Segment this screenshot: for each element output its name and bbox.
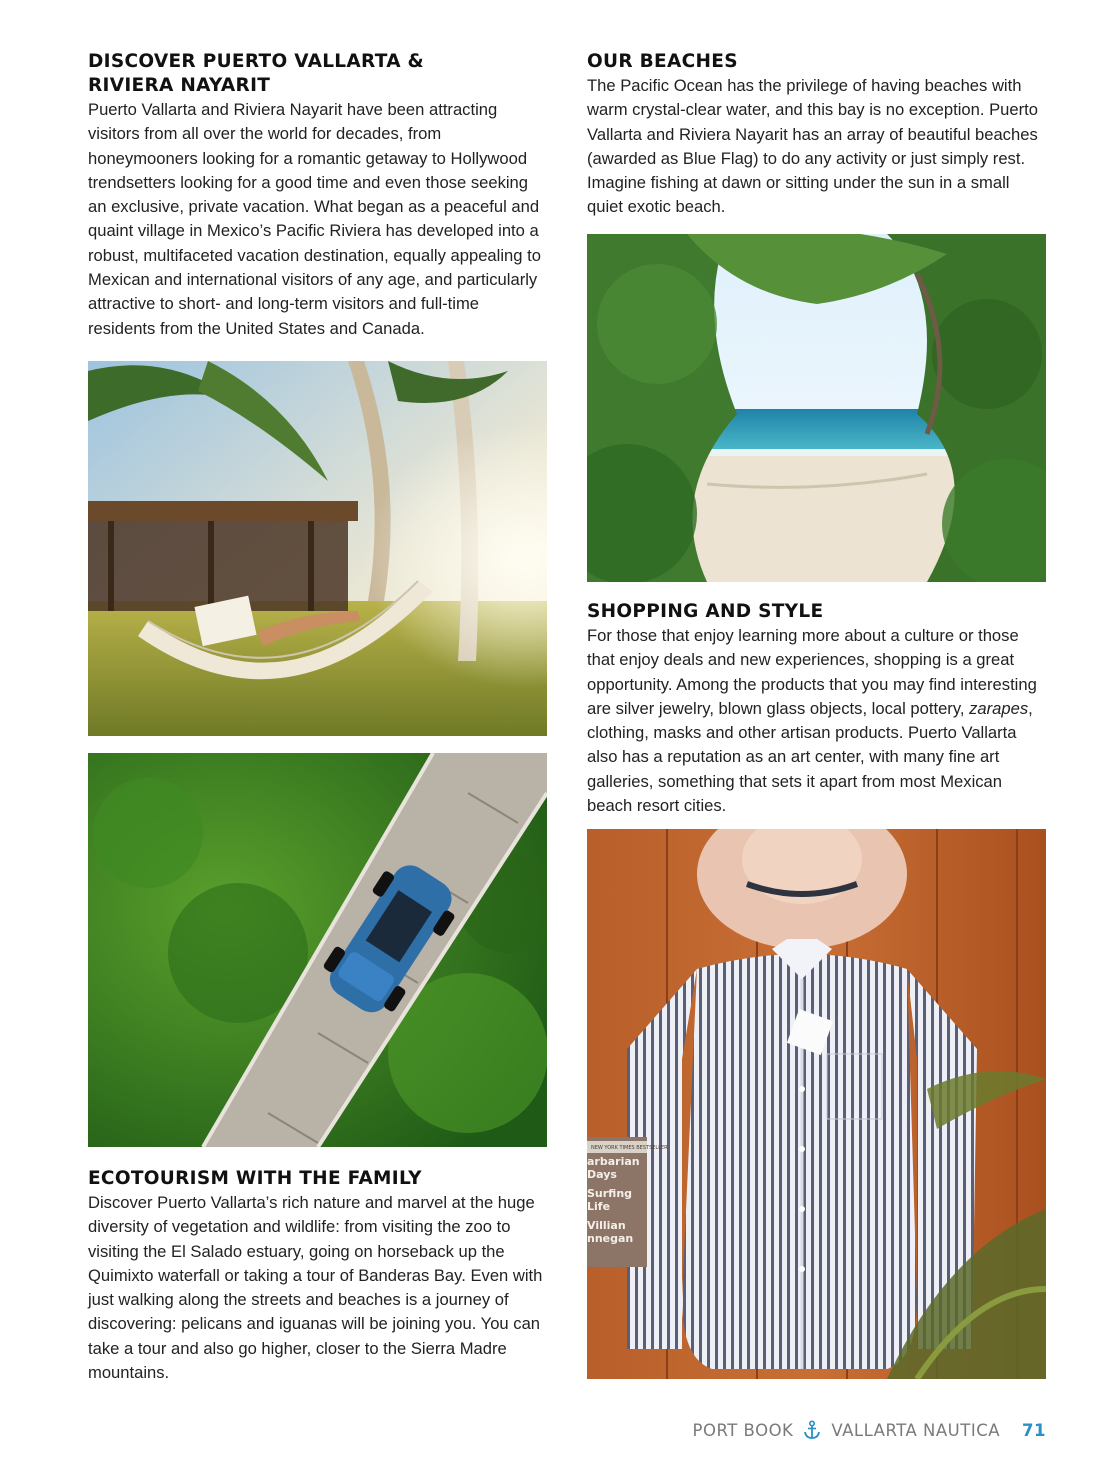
- book-line: Surfing: [587, 1187, 633, 1200]
- shopping-section: [587, 600, 1047, 818]
- ecotourism-heading: ECOTOURISM WITH THE FAMILY: [88, 1168, 422, 1189]
- page-number: 71: [1022, 1420, 1046, 1440]
- discover-body: Puerto Vallarta and Riviera Nayarit have been attracting visitors from all over the world for decades, from honeymooners looking for a romantic getaway to Hollywood trendsetters looking for a good time and even those seeking an exclusive, private vacation. What began as a peaceful and quaint village in Mexico’s Pacific Riviera has developed into a robust, multifaceted vacation destination, equally appealing to Mexican and international visitors of any age, and particularly attractive to short- and long-term visitors and full-time residents from the United States and Canada.: [88, 100, 541, 338]
- book-line: Villian: [587, 1219, 626, 1232]
- book-line: arbarian: [587, 1155, 640, 1168]
- book-line: Days: [587, 1168, 617, 1181]
- anchor-icon: [803, 1420, 821, 1440]
- footer-brand: VALLARTA NAUTICA: [831, 1420, 1001, 1440]
- shopping-body-part1: For those that enjoy learning more about a culture or those that enjoy deals and new experiences, shopping is a great opportunity. Among the products that you may find interesting are silver jewelry, blown glass objects, local pottery,: [587, 626, 1037, 718]
- beach-photo: [587, 234, 1046, 582]
- shopping-body: [587, 624, 1047, 818]
- beaches-heading: OUR BEACHES: [587, 51, 738, 72]
- shopping-body-part2: , clothing, masks and other artisan products. Puerto Vallarta also has a reputation as an art center, with many fine art galleries, something that sets it apart from most Mexican beach resort cities.: [587, 698, 1033, 816]
- book-line: Life: [587, 1200, 611, 1213]
- footer-publication: PORT BOOK: [692, 1420, 794, 1440]
- hammock-photo: [88, 361, 547, 736]
- discover-section: [88, 50, 548, 341]
- beaches-body: The Pacific Ocean has the privilege of having beaches with warm crystal-clear water, and this bay is no exception. Puerto Vallarta and Riviera Nayarit has an array of beautiful beaches (awarded as Blue Flag) to do any activity or just simply rest. Imagine fishing at dawn or sitting under the sun in a small quiet exotic beach.: [587, 76, 1038, 217]
- ecotourism-body: Discover Puerto Vallarta’s rich nature and marvel at the huge diversity of vegetation and wildlife: from visiting the zoo to visiting the El Salado estuary, going on horseback up the Quimixto waterfall or taking a tour of Banderas Bay. Even with just walking along the streets and beaches is a journey of discovering: pelicans and iguanas will be joining you. You can take a tour and also go higher, closer to the Sierra Madre mountains.: [88, 1193, 543, 1383]
- shirt-hat-photo: [587, 829, 1046, 1379]
- page-footer: [693, 1415, 1046, 1445]
- beaches-section: [587, 50, 1047, 220]
- book-line: nnegan: [587, 1232, 634, 1245]
- book-banner-text: NEW YORK TIMES BESTSELLER: [591, 1145, 668, 1151]
- book-cover-text: [587, 1155, 647, 1245]
- bridge-buggy-photo: [88, 753, 547, 1147]
- shopping-heading: SHOPPING AND STYLE: [587, 601, 824, 622]
- discover-heading: DISCOVER PUERTO VALLARTA & RIVIERA NAYARIT: [88, 51, 424, 96]
- shopping-body-italic: zarapes: [969, 698, 1029, 718]
- ecotourism-section: [88, 1167, 548, 1385]
